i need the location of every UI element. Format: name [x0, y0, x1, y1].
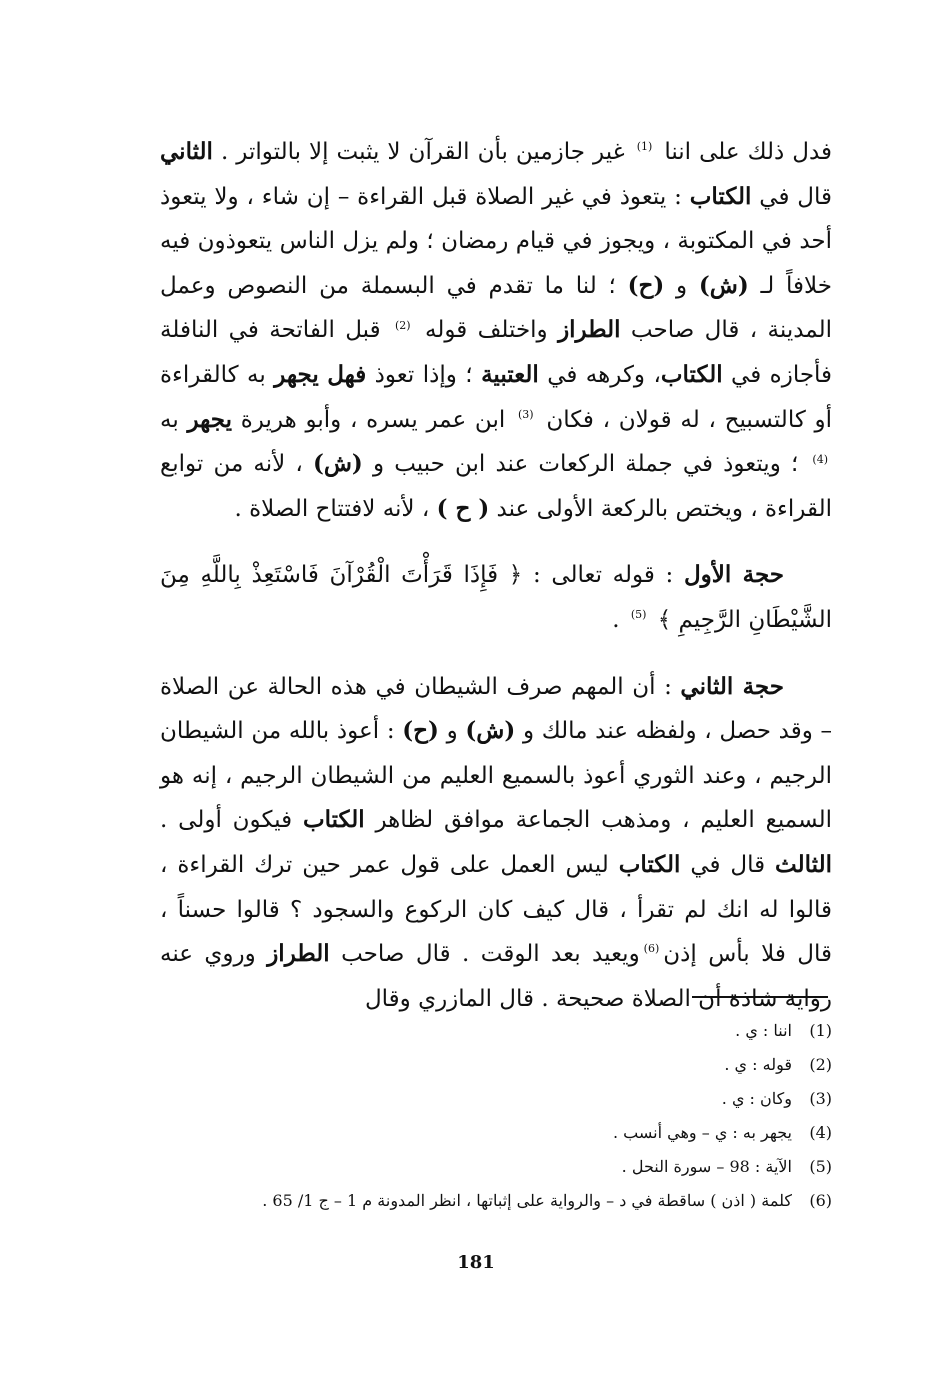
bold-term: (ح) [627, 271, 665, 299]
bold-term: العتبية [481, 360, 539, 388]
bold-term: يجهر [274, 360, 319, 388]
bold-term: الكتاب [302, 806, 365, 834]
bold-term: (ح) [402, 717, 439, 745]
text-span: : أن المهم صرف الشيطان في هذه الحالة عن الصلاة – وقد حصل ، ولفظه عند مالك و [160, 673, 833, 745]
text-span: ، وكرهه في [547, 361, 661, 388]
text-span: فدل ذلك على اننا [664, 139, 833, 165]
text-span: وروي عنه رواية شاذة أن الصلاة صحيحة . قال المازري وقال [160, 941, 832, 1012]
bold-term: الثالث [775, 850, 832, 878]
text-span: قال في [690, 851, 766, 878]
footnote-6 [160, 1184, 832, 1218]
bold-term: (ش) [698, 271, 749, 299]
bold-term: ( ح ) [436, 494, 490, 522]
paragraph-1 [160, 130, 832, 531]
footnote-number: (2) [809, 1055, 832, 1074]
bold-term: حجة الأول [683, 561, 785, 589]
text-span: ؛ لنا ما تقدم في البسملة من النصوص وعمل المدينة ، قال صاحب [160, 272, 832, 344]
footnote-number: (5) [809, 1157, 832, 1176]
text-span: ؛ ويتعوذ في جملة الركعات عند ابن حبيب و [372, 451, 799, 478]
text-span: . [612, 606, 620, 633]
footnote-text: اننا : ي . [735, 1021, 792, 1040]
text-span: ، لأنه من توابع القراءة ، ويختص بالركعة الأولى عند [160, 451, 832, 522]
text-span: ، لأنه لافتتاح الصلاة . [234, 495, 430, 522]
text-span: : يتعوذ في غير الصلاة قبل القراءة – إن شاء ، ولا يتعوذ أحد في المكتوبة ، ويجوز في قيام رمضان ؛ ولم يزل الناس يتعوذون فيه خلافاً لـ [160, 183, 832, 299]
text-span: ؛ وإذا تعوذ [374, 361, 473, 388]
footnote-ref-4[interactable]: (4) [812, 452, 828, 466]
text-span: غير جازمين بأن القرآن لا يثبت إلا بالتواتر . [220, 139, 625, 165]
text-span: ليس العمل على قول عمر حين ترك القراءة ، قالوا له انك لم تقرأ ، قال كيف كان الركوع والسجود ؟ قالوا حسناً ، قال فلا بأس إذن [160, 851, 833, 968]
footnote-text: وكان : ي . [721, 1089, 792, 1108]
bold-term: الكتاب [689, 182, 752, 210]
bold-term: حجة الثاني [680, 672, 784, 700]
text-span: : أعوذ بالله من الشيطان الرجيم ، وعند الثوري أعوذ بالسميع العليم من الشيطان الرجيم ، إنه هو السميع العليم ، ومذهب الجماعة موافق لظاهر [160, 718, 832, 834]
text-span: قبل الفاتحة في النافلة فأجازه في [160, 317, 833, 388]
footnote-number: (4) [809, 1123, 832, 1142]
bold-term: يجهر [187, 405, 233, 433]
footnote-1 [160, 1014, 832, 1048]
footnote-number: (6) [809, 1191, 832, 1210]
main-text [160, 130, 832, 1021]
footnote-number: (3) [809, 1089, 832, 1108]
footnote-ref-2[interactable]: (2) [395, 318, 411, 332]
footnote-ref-6[interactable]: (6) [643, 942, 660, 956]
text-span: قال في [759, 183, 833, 210]
footnotes [160, 1014, 832, 1218]
text-span: به [160, 406, 179, 433]
text-span: ابن عمر يسره ، وأبو هريرة [240, 406, 506, 433]
paragraph-2 [160, 553, 832, 642]
footnote-5 [160, 1150, 832, 1184]
bold-term: (ش) [312, 450, 363, 478]
bold-term: الطراز [558, 316, 621, 344]
footnote-number: (1) [809, 1021, 832, 1040]
paragraph-3 [160, 665, 832, 1022]
footnote-text: يجهر به : ي – وهي أنسب . [613, 1123, 792, 1142]
bold-term: الكتاب [618, 850, 681, 878]
text-span: و [446, 718, 458, 745]
text-span: ويعيد بعد الوقت . قال صاحب [341, 941, 640, 968]
text-span: فيكون أولى . [160, 807, 293, 834]
footnote-text: الآية : 98 – سورة النحل . [621, 1157, 792, 1176]
text-span: و [676, 272, 688, 299]
text-span: به كالقراءة أو كالتسبيح ، له قولان ، فكان [160, 361, 833, 433]
footnote-text: قوله : ي . [724, 1055, 792, 1074]
footnote-4 [160, 1116, 832, 1150]
bold-term: فهل [327, 360, 367, 388]
page-number: 181 [457, 1252, 495, 1273]
footnote-2 [160, 1048, 832, 1082]
bold-term: الثاني [160, 138, 213, 165]
text-span: : قوله تعالى : [532, 562, 674, 589]
text-span: واختلف قوله [424, 317, 548, 344]
footnote-ref-1[interactable]: (1) [636, 140, 653, 154]
bold-term: الكتاب [660, 360, 723, 388]
footnote-ref-3[interactable]: (3) [517, 407, 534, 421]
bold-term: (ش) [465, 717, 516, 745]
footnote-divider [692, 996, 828, 998]
footnote-text: كلمة ( اذن ) ساقطة في د – والرواية على إثباتها ، انظر المدونة م 1 – ج 1/ 65 . [262, 1191, 792, 1210]
bold-term: الطراز [267, 940, 330, 968]
footnote-3 [160, 1082, 832, 1116]
quran-verse: ﴿ فَإِذَا قَرَأْتَ الْقُرْآنَ فَاسْتَعِذْ بِاللَّهِ مِنَ الشَّيْطَانِ الرَّجِيمِ ﴾ [160, 562, 832, 633]
footnote-ref-5[interactable]: (5) [630, 608, 647, 622]
